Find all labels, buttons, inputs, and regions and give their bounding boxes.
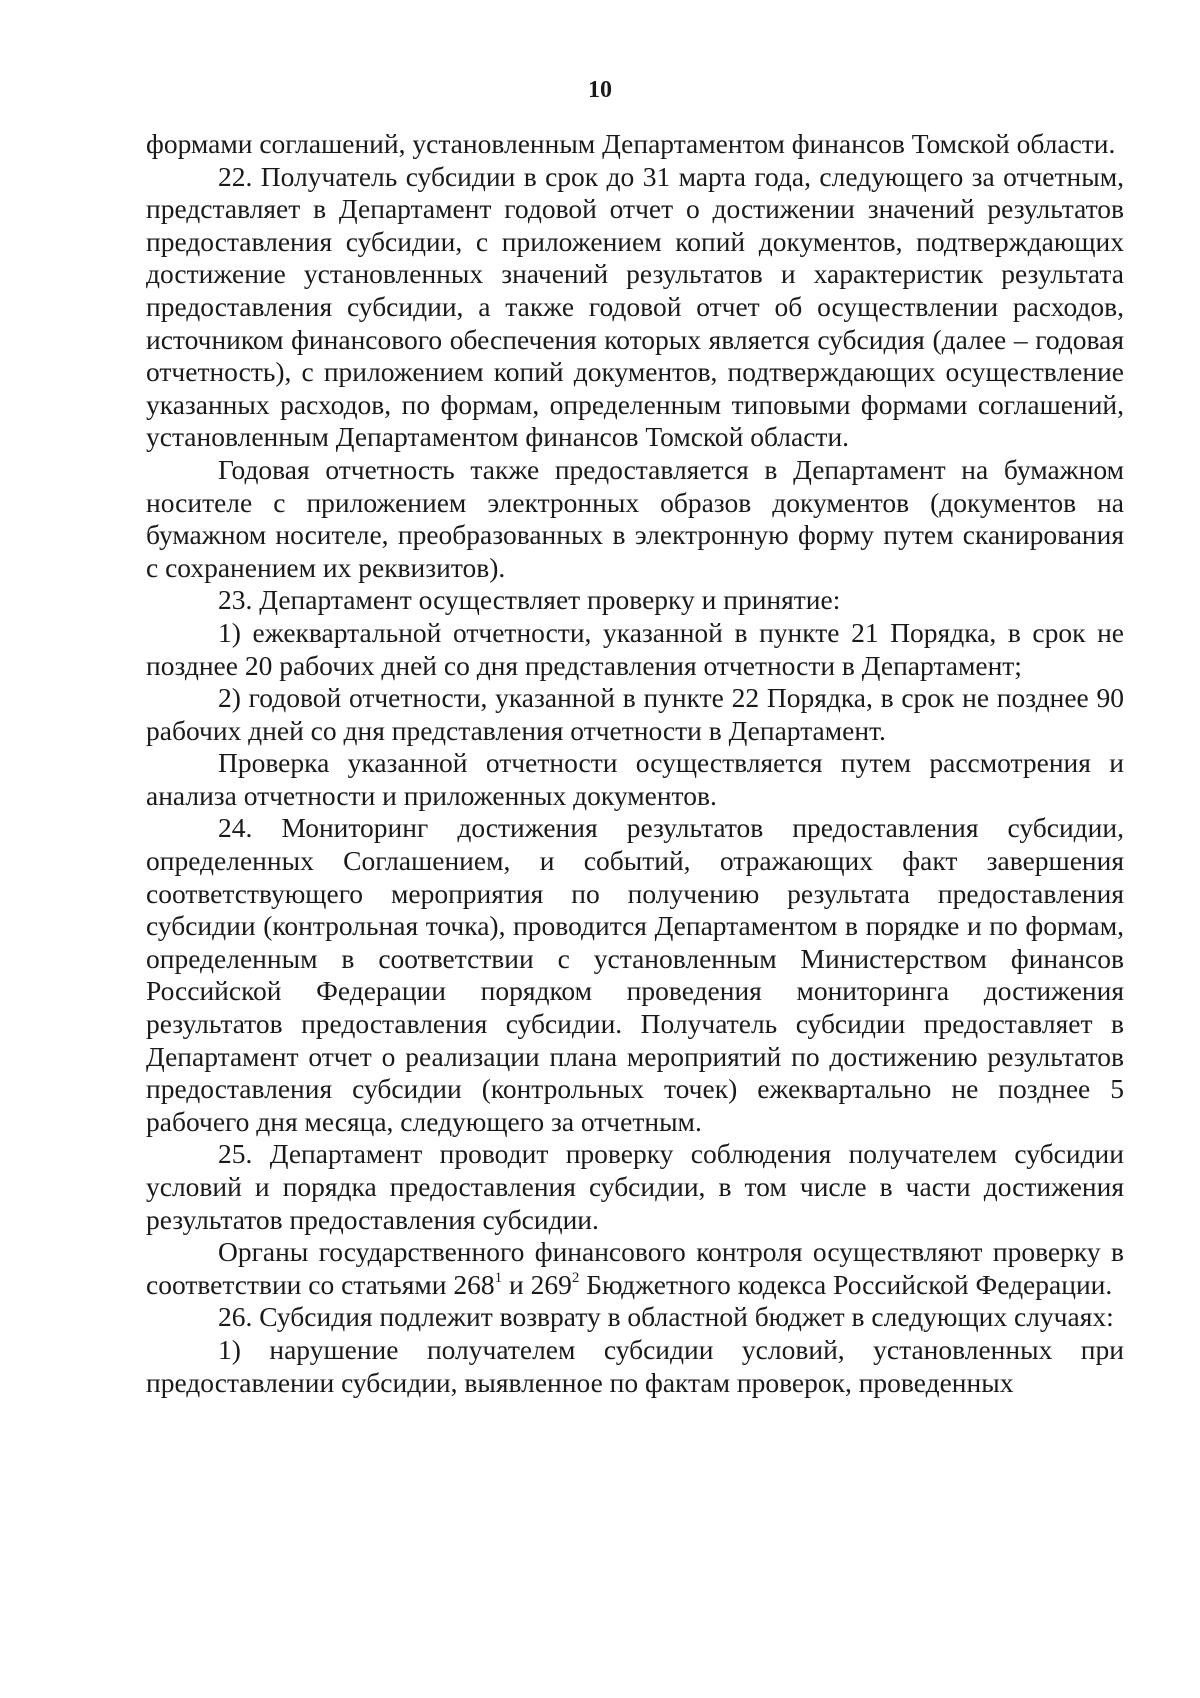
page-number: 10 [588, 77, 612, 103]
paragraph-26: 26. Субсидия подлежит возврату в областной бюджет в следующих случаях: [218, 1301, 1114, 1333]
list-item: 1) ежеквартальной отчетности, указанной в пункте 21 Порядка, в срок не позднее 20 рабочих дней со дня представления отчетности в Департамент; [146, 616, 1124, 681]
text-run: Органы государственного финансового контроля осуществляют проверку в соответствии со статьями 268 [146, 1236, 1124, 1300]
paragraph-23: 23. Департамент осуществляет проверку и принятие: [218, 584, 841, 616]
paragraph: Годовая отчетность также предоставляется в Департамент на бумажном носителе с приложением электронных образов документов (документов на бумажном носителе, преобразованных в электронную форму путем сканирования с сохранением их реквизитов). [146, 453, 1124, 583]
document-body [146, 128, 1124, 1399]
paragraph-22: 22. Получатель субсидии в срок до 31 марта года, следующего за отчетным, представляет в Департамент годовой отчет о достижении значений результатов предоставления субсидии, с приложением копий документов, подтверждающих достижение установленных значений результатов и характеристик результата предоставления субсидии, а также годовой отчет об осуществлении расходов, источником финансового обеспечения которых является субсидия (далее – годовая отчетность), с приложением копий документов, подтверждающих осуществление указанных расходов, по формам, определенным типовыми формами соглашений, установленным Департаментом финансов Томской области. [146, 160, 1124, 453]
text-run: Бюджетного кодекса Российской Федерации. [579, 1268, 1113, 1300]
paragraph-financial-control [146, 1236, 1124, 1301]
paragraph-24: 24. Мониторинг достижения результатов предоставления субсидии, определенных Соглашением, и событий, отражающих факт завершения соответствующего мероприятия по получению результата предоставления субсидии (контрольная точка), проводится Департаментом в порядке и по формам, определенным в соответствии с установленным Министерством финансов Российской Федерации порядком проведения мониторинга достижения результатов предоставления субсидии. Получатель субсидии предоставляет в Департамент отчет о реализации плана мероприятий по достижению результатов предоставления субсидии (контрольных точек) ежеквартально не позднее 5 рабочего дня месяца, следующего за отчетным. [146, 812, 1124, 1137]
paragraph-25: 25. Департамент проводит проверку соблюдения получателем субсидии условий и порядка предоставления субсидии, в том числе в части достижения результатов предоставления субсидии. [146, 1138, 1124, 1235]
list-item: 1) нарушение получателем субсидии условий, установленных при предоставлении субсидии, выявленное по фактам проверок, проведенных [146, 1333, 1124, 1398]
paragraph: формами соглашений, установленным Департаментом финансов Томской области. [146, 128, 1116, 159]
list-item: 2) годовой отчетности, указанной в пункте 22 Порядка, в срок не позднее 90 рабочих дней со дня представления отчетности в Департамент. [146, 682, 1124, 746]
superscript: 1 [494, 1269, 503, 1286]
superscript: 2 [571, 1269, 580, 1286]
text-run: и 269 [502, 1268, 572, 1300]
paragraph: Проверка указанной отчетности осуществляется путем рассмотрения и анализа отчетности и приложенных документов. [146, 747, 1124, 811]
